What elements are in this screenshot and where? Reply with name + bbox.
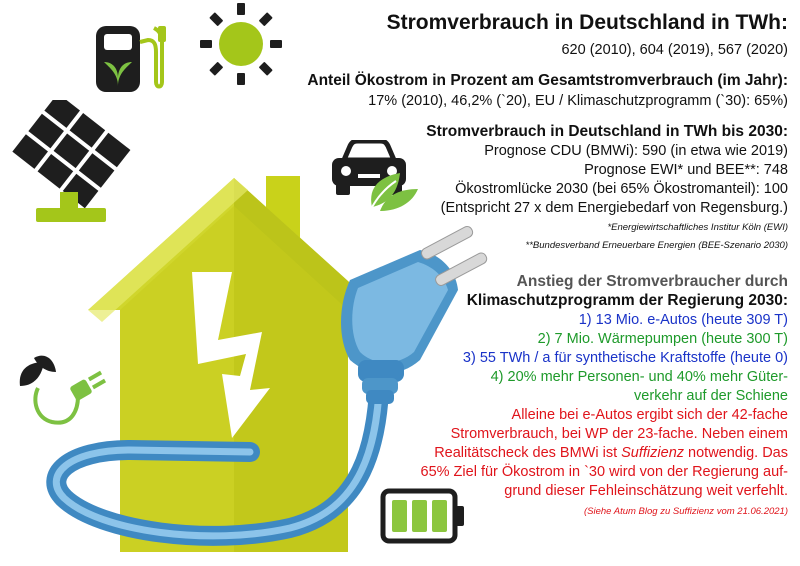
forecast-cdu: Prognose CDU (BMWi): 590 (in etwa wie 2019) — [484, 143, 788, 159]
forecast-gap: Ökostromlücke 2030 (bei 65% Ökostromanteil): 100 — [455, 181, 788, 197]
conclusion-line-3 — [434, 445, 788, 461]
leaf-plug-icon — [18, 352, 110, 430]
conclusion-source: (Siehe Atum Blog zu Suffizienz vom 21.06.2021) — [583, 506, 788, 517]
increase-item-3: 3) 55 TWh / a für synthetische Kraftstoffe (heute 0) — [462, 350, 788, 366]
sun-icon — [200, 3, 282, 85]
forecast-title: Stromverbrauch in Deutschland in TWh bis 2030: — [426, 123, 788, 140]
fuel-pump-icon — [88, 22, 178, 94]
footnote-bee: **Bundesverband Erneuerbare Energien (BEE-Szenario 2030) — [525, 240, 788, 251]
conclusion-line-5: grund dieser Fehleinschätzung weit verfehlt. — [504, 483, 788, 499]
increase-title-1: Anstieg der Stromverbraucher durch — [516, 273, 788, 290]
conclusion-line-3a: Realitätscheck des BMWi ist — [434, 445, 622, 461]
forecast-ewi-bee: Prognose EWI* und BEE**: 748 — [584, 162, 788, 178]
consumption-title: Stromverbrauch in Deutschland in TWh: — [386, 11, 788, 34]
conclusion-line-1: Alleine bei e-Autos ergibt sich der 42-fache — [511, 407, 788, 423]
consumption-values: 620 (2010), 604 (2019), 567 (2020) — [561, 42, 788, 58]
increase-item-4b: verkehr auf der Schiene — [634, 388, 788, 404]
forecast-regensburg: (Entspricht 27 x dem Energiebedarf von Regensburg.) — [440, 200, 788, 216]
conclusion-line-2: Stromverbrauch, bei WP der 23-fache. Neben einem — [450, 426, 788, 442]
increase-title-2: Klimaschutzprogramm der Regierung 2030: — [466, 292, 788, 309]
suffizienz-emphasis: Suffizienz — [621, 445, 685, 461]
increase-item-4a: 4) 20% mehr Personen- und 40% mehr Güter- — [490, 369, 788, 385]
conclusion-line-3c: notwendig. Das — [684, 445, 788, 461]
footnote-ewi: *Energiewirtschaftliches Institur Köln (EWI) — [607, 222, 788, 233]
battery-icon — [380, 488, 466, 544]
increase-item-2: 2) 7 Mio. Wärmepumpen (heute 300 T) — [537, 331, 788, 347]
conclusion-line-4: 65% Ziel für Ökostrom in `30 wird von der Regierung auf- — [420, 464, 788, 480]
share-values: 17% (2010), 46,2% (`20), EU / Klimaschutzprogramm (`30): 65%) — [368, 93, 788, 109]
share-title: Anteil Ökostrom in Prozent am Gesamtstromverbrauch (im Jahr): — [307, 72, 788, 89]
increase-item-1: 1) 13 Mio. e-Autos (heute 309 T) — [578, 312, 788, 328]
